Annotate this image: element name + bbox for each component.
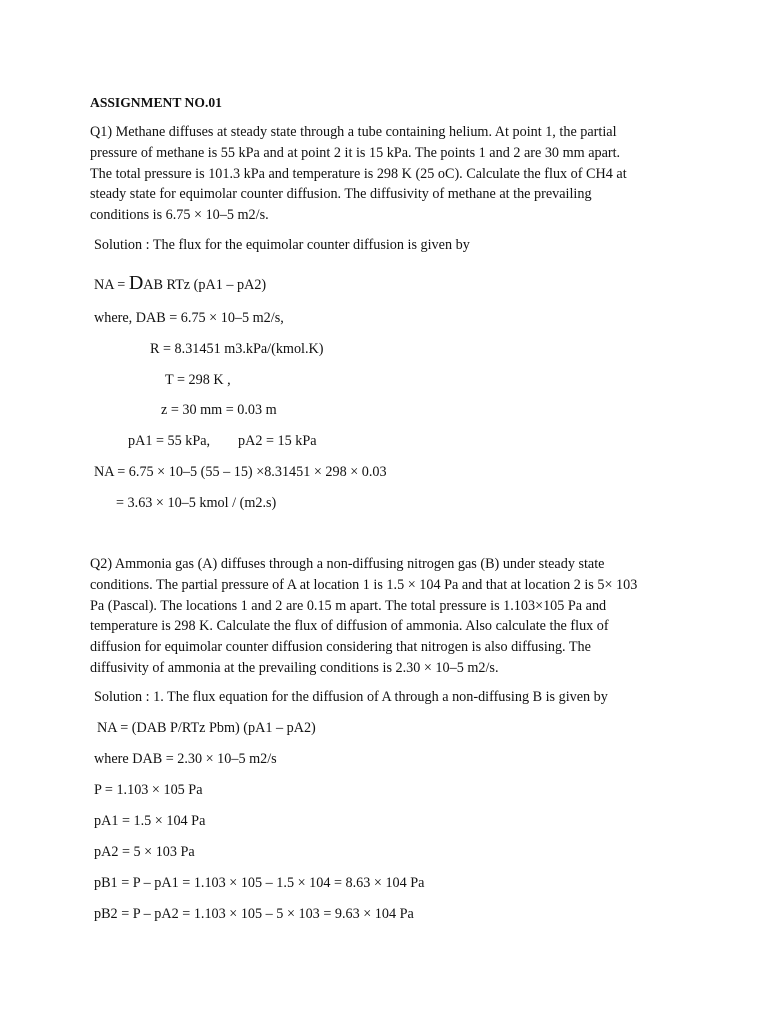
q2-line: conditions. The partial pressure of A at location 1 is 1.5 × 104 Pa and that at location 2 is 5× 103 [90, 576, 638, 593]
q1-pa2-value: pA2 = 15 kPa [238, 433, 317, 449]
q1-line: pressure of methane is 55 kPa and at point 2 it is 15 kPa. The points 1 and 2 are 30 mm apart. [90, 144, 621, 161]
q2-p-value: P = 1.103 × 105 Pa [94, 782, 203, 798]
q2-pa1-value: pA1 = 1.5 × 104 Pa [94, 813, 206, 829]
q1-formula-big-d: D [128, 272, 144, 294]
q1-line: steady state for equimolar counter diffusion. The diffusivity of methane at the prevailing [90, 186, 592, 203]
q1-line: Q1) Methane diffuses at steady state through a tube containing helium. At point 1, the partial [90, 124, 617, 140]
q2-pb1-value: pB1 = P – pA1 = 1.103 × 105 – 1.5 × 104 = 8.63 × 104 Pa [94, 875, 425, 891]
q2-line: temperature is 298 K. Calculate the flux of diffusion of ammonia. Also calculate the flux of [90, 618, 609, 635]
q1-z-value: z = 30 mm = 0.03 m [161, 402, 277, 418]
q1-formula-prefix: NA = [94, 277, 129, 293]
q1-pa1-value: pA1 = 55 kPa, [128, 433, 211, 449]
q1-line: The total pressure is 101.3 kPa and temperature is 298 K (25 oC). Calculate the flux of CH4 at [90, 165, 627, 182]
q2-formula: NA = (DAB P/RTz Pbm) (pA1 – pA2) [97, 720, 316, 736]
q2-question [90, 554, 650, 679]
q1-formula-rest: AB RTz (pA1 – pA2) [143, 277, 267, 293]
q2-line: Q2) Ammonia gas (A) diffuses through a non-diffusing nitrogen gas (B) under steady state [90, 556, 605, 572]
q2-solution-intro: Solution : 1. The flux equation for the diffusion of A through a non-diffusing B is given by [94, 689, 608, 705]
q1-formula [94, 273, 266, 295]
q1-result-line: = 3.63 × 10–5 kmol / (m2.s) [116, 495, 277, 511]
assignment-title: ASSIGNMENT NO.01 [90, 95, 222, 110]
q1-where-dab: where, DAB = 6.75 × 10–5 m2/s, [94, 310, 284, 326]
q2-line: Pa (Pascal). The locations 1 and 2 are 0.15 m apart. The total pressure is 1.103×105 Pa and [90, 597, 607, 614]
q2-line: diffusion for equimolar counter diffusion considering that nitrogen is also diffusing. The [90, 639, 591, 656]
q2-pa2-value: pA2 = 5 × 103 Pa [94, 844, 195, 860]
q2-line: diffusivity of ammonia at the prevailing conditions is 2.30 × 10–5 m2/s. [90, 659, 499, 676]
q1-line: conditions is 6.75 × 10–5 m2/s. [90, 207, 269, 224]
q1-question [90, 122, 650, 226]
q2-pb2-value: pB2 = P – pA2 = 1.103 × 105 – 5 × 103 = 9.63 × 104 Pa [94, 906, 414, 922]
q1-solution-intro: Solution : The flux for the equimolar counter diffusion is given by [94, 237, 470, 253]
q1-calc-line: NA = 6.75 × 10–5 (55 – 15) ×8.31451 × 298 × 0.03 [94, 464, 387, 480]
q1-r-value: R = 8.31451 m3.kPa/(kmol.K) [150, 341, 324, 357]
q2-where-dab: where DAB = 2.30 × 10–5 m2/s [94, 751, 277, 767]
q1-t-value: T = 298 K , [165, 372, 231, 388]
